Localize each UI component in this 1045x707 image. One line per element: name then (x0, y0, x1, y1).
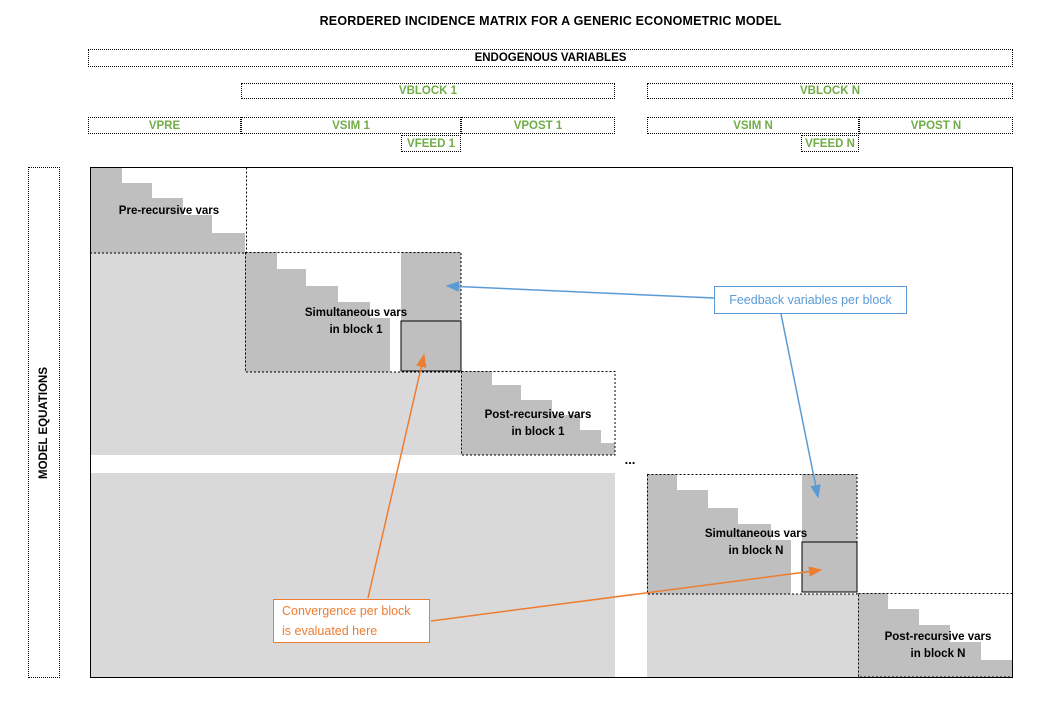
post-recursive-block1-label-line2: in block 1 (511, 425, 565, 438)
simultaneous-blockN-label (686, 526, 826, 559)
convergence-callout (273, 599, 430, 643)
model-equations-axis (28, 167, 60, 678)
vsim1-band (241, 117, 461, 134)
simultaneous-block1-label-line1: Simultaneous vars (304, 307, 408, 319)
vfeedN-band (801, 135, 859, 152)
post-recursive-blockN-label (868, 629, 1008, 662)
vblockN-band (647, 83, 1013, 99)
vfeed1-label: VFEED 1 (407, 137, 455, 150)
vblock1-label: VBLOCK 1 (398, 85, 458, 97)
vsim1-label: VSIM 1 (332, 119, 370, 132)
vsimN-label: VSIM N (733, 119, 773, 132)
vpostN-band (859, 117, 1013, 134)
pre-recursive-label: Pre-recursive vars (118, 205, 220, 217)
convergence-callout-line1: Convergence per block (282, 604, 411, 618)
convergence-callout-line2: is evaluated here (282, 624, 378, 638)
vpostN-label: VPOST N (910, 119, 962, 132)
model-equations-label: MODEL EQUATIONS (38, 366, 50, 479)
vblockN-label: VBLOCK N (799, 85, 861, 97)
vpost1-label: VPOST 1 (513, 119, 563, 132)
post-recursive-block1-label-line1: Post-recursive vars (484, 409, 592, 421)
vpre-band (88, 117, 241, 134)
vpost1-band (461, 117, 615, 134)
endogenous-variables-label: ENDOGENOUS VARIABLES (474, 52, 627, 64)
vfeed1-band (401, 135, 461, 152)
feedback-callout (714, 286, 907, 314)
blocks-ellipsis: ... (624, 452, 636, 467)
vfeedN-label: VFEED N (805, 137, 855, 150)
page-title: REORDERED INCIDENCE MATRIX FOR A GENERIC ECONOMETRIC MODEL (319, 14, 782, 28)
simultaneous-blockN-label-line1: Simultaneous vars (704, 528, 808, 540)
post-recursive-blockN-label-line1: Post-recursive vars (884, 631, 992, 643)
vsimN-band (647, 117, 859, 134)
post-recursive-block1-label (468, 407, 608, 440)
vblock1-band (241, 83, 615, 99)
feedback-callout-text: Feedback variables per block (729, 293, 892, 307)
post-recursive-blockN-label-line2: in block N (910, 647, 966, 660)
simultaneous-block1-label (286, 305, 426, 338)
vpre-label: VPRE (148, 119, 181, 132)
endogenous-variables-band (88, 49, 1013, 67)
simultaneous-blockN-label-line2: in block N (728, 544, 784, 557)
simultaneous-block1-label-line2: in block 1 (329, 323, 383, 336)
